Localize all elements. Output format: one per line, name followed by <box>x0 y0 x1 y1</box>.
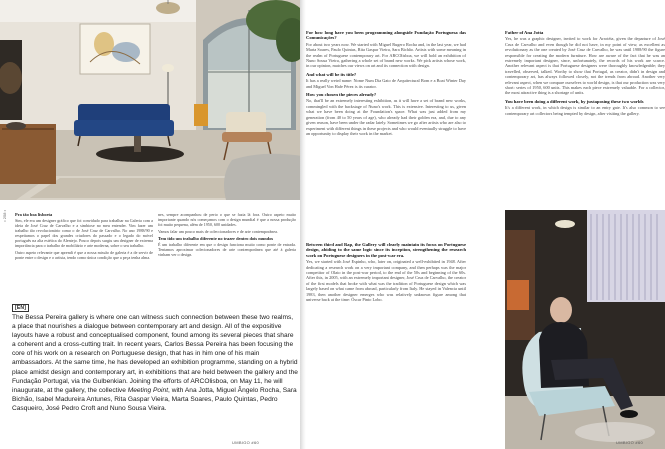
interview-column-b <box>505 30 665 119</box>
page-number: • 258 • <box>2 210 7 222</box>
interview-answer: No, that'll be an extremely interesting exhibition, as it will have a set of brand new works, commingled with the backstage of Nuno's work. This is extensive. Interesting to us, given what we have been doing at the Foundation's space. What was just added from my generation (from 40 to 50 years of age), who already had their golden era, and, due to any given reason, have been under the radar lately. Sometimes we go after artists who are also to experiment with different things in these projects and who would eventually struggle to have an opportunity to display their work in the market. <box>306 98 466 136</box>
pt-paragraph: Vamos falar um pouco mais de coleccionadores e de arte contemporânea. <box>158 229 278 235</box>
right-page <box>306 0 665 449</box>
interview-question: Father of Ana Jotta <box>505 30 544 35</box>
left-page <box>0 0 302 449</box>
en-text: , with Ana Jotta, Miguel Ângelo Rocha, Sara Bichão, Isabel Madureira Antunes, Rita Gaspar Vieira, Marta Soares, Paulo Quintas, Pedro Casqueiro, José Pedro Croft and Nuno Sousa Vieira. <box>12 386 297 412</box>
interview-question: For how long have you been programming alongside Fundação Portuguesa das Comunicações? <box>306 30 466 41</box>
portrait-illustration <box>505 210 665 449</box>
interview-column-a-lower <box>306 242 466 302</box>
pt-paragraph: É um trabalho diferente em que o design funciona muito como ponte de entrada. Tentamos aproximar colecionadores de arte contemporânea que até à galeria vinham ver o design. <box>158 241 296 258</box>
pt-paragraph: Outro aspeto relevante que aprendi é que a nossa missão de galeria é a de servir de ponte entre o design e o artista, tendo como única condição que a peça tenha alma. <box>15 250 153 261</box>
pt-paragraph: Sim, ele era um designer gráfico que foi convidado para trabalhar na Galeria com a ideia de José Cruz de Carvalho e a simbiose no meu entender. Vim fazer um trabalho tão revolucionário como o de José Cruz de Carvalho. No ano 1988/90 e respeitamos o papel dos grandes criadores do passado e o legado do móvel português na alta estética do Alentejo. Pouco depois surgiu um designer de extrema importância para o trabalho de mobiliário e arte moderna, sobre o seu trabalho. <box>15 217 153 249</box>
interview-answer: Yes, we started with José Espinho, who, later on, originated a well-exhibited in 1948. After dedicating a research work on a very important company, and then perhaps was the major competitor of Olaio in the post-war period, to the end of the 50s and beginning of the 60s. After this, in 2005, with an extremely important designer, José Cruz de Carvalho, the creator of the first models that broke with what was the tradition of Portuguese design which was largely based on what came from abroad, particularly from Italy. He stayed in Valencia until 1983, then another designer emerges who was relatively unknown figure among that universe back at the time: Óscar Pinto Lobo. <box>306 259 466 303</box>
language-tag-en: [EN] <box>12 304 29 312</box>
interview-answer: Yes, he was a graphic designer, invited to work for Arrotéia, given the departure of José Cruz de Carvalho and even though he did not have, in my point of view, as excellent as revolutionary as the one created by José Cruz de Carvalho, he was until 1988/90 the figure responsible for creating the modern furniture. How are aware of the fact that he was an extremely important designer, since, unfortunately, the records of his work are scarce. Another relevant aspect is that Portuguese designers were thoroughly knowledgeable; they travelled, observed, talked. Worthy to show that Portugal, as creator, didn't in design and contemporary art, has always followed closely, not the trends from abroad. Another very relevant aspect, when we compare ourselves to world design, is that our production was very short: series of 1950, 600 units. This makes each piece extremely valuable. For a collector, the most attractive thing is a shortage of units. <box>505 36 665 96</box>
interview-column-a <box>306 30 466 139</box>
magazine-footer-left: UMBIGO #60 <box>232 440 260 445</box>
interview-answer: For about two years now. We started with Miguel Rugero Rocha and, in the last year, we had Marta Soares, Paulo Quintas, Rita Gaspar Vieira, Sara Bichão. Artists with some meaning in the realm of Portuguese contemporary art. For ARCOlisboa, we will hold an exhibition of Nuno Sousa Vieira, gathering a whole set of brand new works. We pick artists whose work, in our opinion, matches our views on art and its connection with design. <box>306 41 466 69</box>
magazine-footer-right: UMBIGO #60 <box>616 440 644 445</box>
interview-question: You have been doing a different work, by juxtaposing these two worlds <box>505 98 644 104</box>
pt-paragraph: nes, sempre acompanhou de perto o que se fazia lá fora. Outro aspeto muito importante quando nós começamos com o design mundial é que a nossa produção foi muito pequena, além de 1950, 600 unidades. <box>158 212 296 228</box>
exhibition-title: Meeting Point <box>127 386 169 394</box>
interview-answer: It has a really weird name: Nome Num Dia Gato de Arquitectural Bom e a Boat Winter Day and Miguel Von Hafe Pérez is its curator. <box>306 78 466 89</box>
english-intro-paragraph <box>12 313 298 413</box>
portuguese-column-b <box>158 212 296 259</box>
interview-question: How you chosen the pieces already? <box>306 92 377 98</box>
gallery-interior-photo <box>0 0 302 200</box>
portrait-photo <box>505 210 665 449</box>
pt-heading-a: Pra tão boa lisboeta <box>15 212 53 217</box>
interview-question: And what will be its title? <box>306 71 357 77</box>
gallery-interior-illustration <box>0 0 302 200</box>
interview-question: Between third and Rap, the Gallery will clearly maintain its focus on Portuguese design, abiding to the same logic since its inception, strengthening the research work on Portuguese designers in the post-war era. <box>306 242 466 258</box>
pt-heading-b: Tem tido um trabalho diferente no trazer dentro dois mundos <box>158 236 274 242</box>
interview-answer: It's a different work, in which design is similar to an entry gate. It's also common to see contemporary art collectors being tempted by design, after visiting the gallery. <box>505 105 665 116</box>
portuguese-column-a <box>15 212 153 262</box>
en-text: The Bessa Pereira gallery is where one can witness such connection between these two realms, a place that nourishes a dialogue between contemporary art and design. All of the expositive layouts have a robust and conceptualised component, found among its several pieces that share a coherent and a cross-cutting trait. In recent years, Carlos Bessa Pereira has been focusing the core of his work on a research on Portuguese design, that has in him one of his main ambassadors. At the same time, he has developed an exhibition programme, standing on a hybrid place amidst design and contemporary art, in exhibitions that are held between the gallery and the Fundação Portugal, via the Gulbenkian. Joining the efforts of ARCOlisboa, on May 11, he will inaugurate, at the gallery, the collective <box>12 314 298 394</box>
